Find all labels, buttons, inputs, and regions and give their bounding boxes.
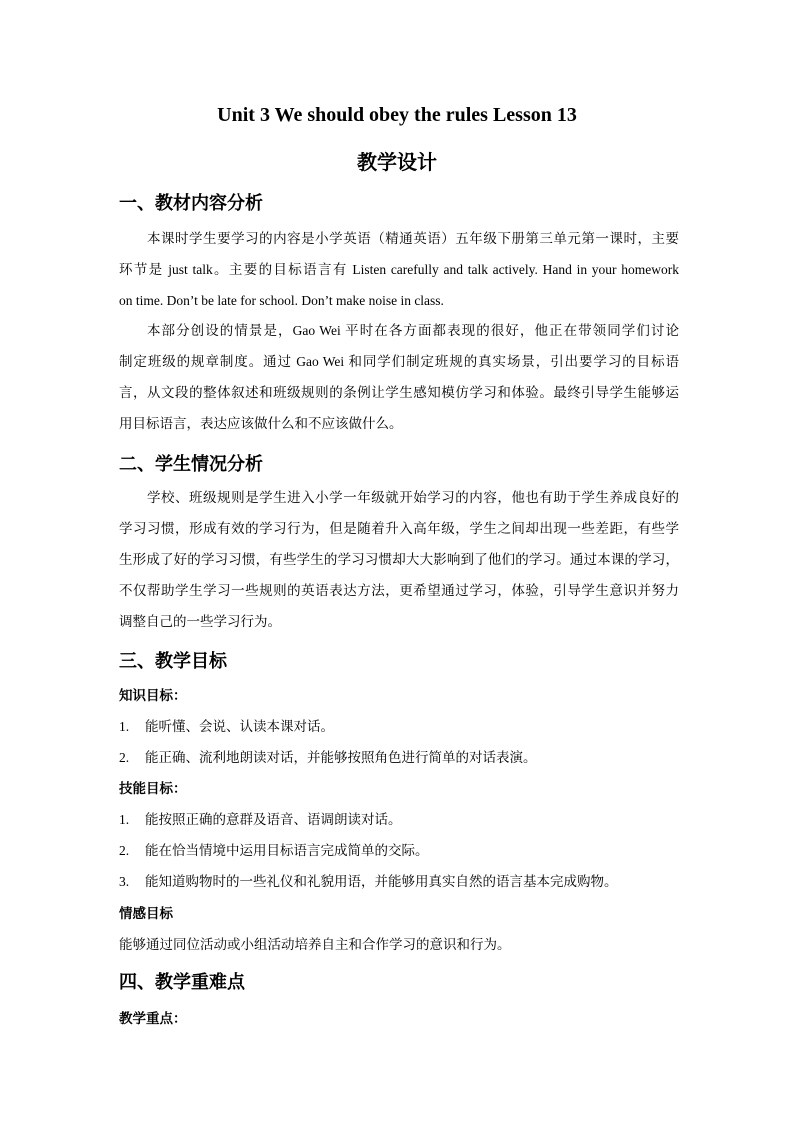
list-item-number: 2. [119,843,130,858]
list-item-text: 能正确、流利地朗读对话，并能够按照角色进行简单的对话表演。 [145,750,537,765]
paragraph-line: 言，从文段的整体叙述和班级规则的条例让学生感知模仿学习和体验。最终引导学生能够运 [119,385,679,400]
paragraph-content-1 [119,223,679,316]
paragraph-line: 本部分创设的情景是，Gao Wei 平时在各方面都表现的很好，他正在带领同学们讨论 [147,323,679,338]
section-heading-student-analysis: 二、学生情况分析 [119,454,263,474]
section-heading-key-points: 四、教学重难点 [119,972,245,992]
list-item-text: 能听懂、会说、认读本课对话。 [145,719,334,734]
paragraph-line: 学校、班级规则是学生进入小学一年级就开始学习的内容，他也有助于学生养成良好的 [147,490,679,505]
section-heading-content-analysis: 一、教材内容分析 [119,193,263,213]
skill-goals-label: 技能目标： [119,781,187,796]
list-item [119,839,429,859]
paragraph-line: 环节是 just talk。主要的目标语言有 Listen carefully and talk actively. Hand in your homework [119,262,679,277]
emotion-goals-text: 能够通过同位活动或小组活动培养自主和合作学习的意识和行为。 [119,937,511,952]
document-subtitle: 教学设计 [357,152,437,174]
list-item-text: 能知道购物时的一些礼仪和礼貌用语，并能够用真实自然的语言基本完成购物。 [145,874,618,889]
key-points-label: 教学重点： [119,1011,187,1026]
paragraph-line: 不仅帮助学生学习一些规则的英语表达方法，更希望通过学习，体验，引导学生意识并努力 [119,583,679,598]
paragraph-line: 调整自己的一些学习行为。 [119,614,281,629]
emotion-goals-label: 情感目标 [119,906,173,921]
section-heading-teaching-goals: 三、教学目标 [119,651,227,671]
list-item-text: 能按照正确的意群及语音、语调朗读对话。 [145,812,402,827]
paragraph-content-2 [119,315,679,439]
list-item-text: 能在恰当情境中运用目标语言完成简单的交际。 [145,843,429,858]
paragraph-line: 生形成了好的学习习惯，有些学生的学习习惯却大大影响到了他们的学习。通过本课的学习， [119,552,679,567]
list-item [119,746,537,766]
paragraph-line: 制定班级的规章制度。通过 Gao Wei 和同学们制定班规的真实场景，引出要学习的目标语 [119,354,679,369]
document-title: Unit 3 We should obey the rules Lesson 13 [217,104,577,126]
paragraph-line: on time. Don’t be late for school. Don’t make noise in class. [119,293,444,308]
paragraph-student-analysis [119,482,679,637]
paragraph-line: 用目标语言，表达应该做什么和不应该做什么。 [119,416,403,431]
list-item-number: 1. [119,812,130,827]
knowledge-goals-label: 知识目标： [119,688,187,703]
list-item-number: 3. [119,874,130,889]
list-item-number: 1. [119,719,130,734]
paragraph-line: 本课时学生要学习的内容是小学英语（精通英语）五年级下册第三单元第一课时，主要 [147,231,679,246]
list-item [119,870,618,890]
list-item [119,808,402,828]
list-item [119,715,334,735]
list-item-number: 2. [119,750,130,765]
paragraph-line: 学习习惯，形成有效的学习行为，但是随着升入高年级，学生之间却出现一些差距，有些学 [119,521,679,536]
